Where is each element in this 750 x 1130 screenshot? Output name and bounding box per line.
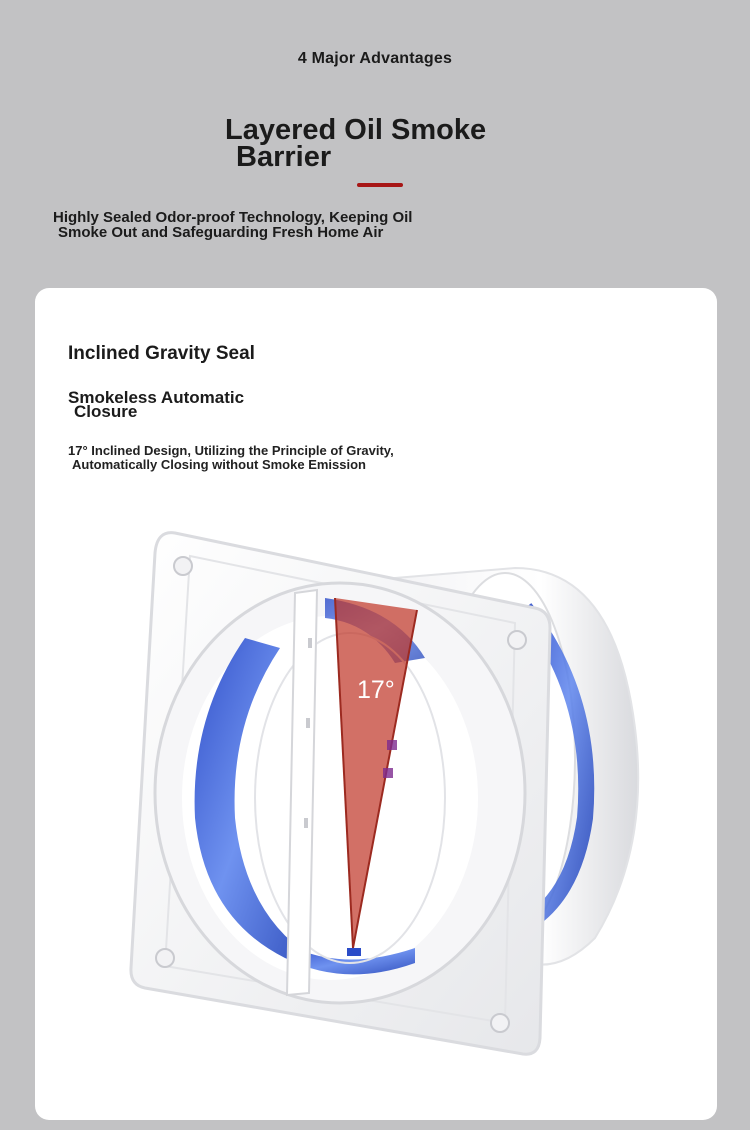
feature-description-line2: Automatically Closing without Smoke Emission [72, 457, 366, 472]
feature-subtitle-line2: Closure [74, 402, 138, 421]
title-accent-bar [357, 183, 403, 187]
section-kicker: 4 Major Advantages [297, 50, 453, 67]
feature-subtitle-line1: Smokeless Automatic [68, 388, 245, 407]
feature-card [35, 288, 717, 1120]
corner-hole-icon [508, 631, 526, 649]
corner-hole-icon [174, 557, 192, 575]
section-subtitle [53, 210, 693, 240]
section-title [225, 114, 555, 173]
feature-title: Inclined Gravity Seal [68, 343, 255, 364]
angle-label: 17° [357, 676, 395, 704]
section-subtitle-line1: Highly Sealed Odor-proof Technology, Keeping Oil [53, 209, 413, 226]
feature-description-line1: 17° Inclined Design, Utilizing the Principle of Gravity, [68, 443, 394, 458]
feature-description [68, 444, 688, 472]
check-valve-product-image [95, 518, 675, 1078]
feature-subtitle [68, 388, 245, 421]
section-title-line1: Layered Oil Smoke [225, 114, 487, 146]
header-section [0, 0, 750, 280]
section-title-line2: Barrier [236, 141, 332, 173]
section-subtitle-line2: Smoke Out and Safeguarding Fresh Home Air [58, 224, 384, 241]
corner-hole-icon [491, 1014, 509, 1032]
corner-hole-icon [156, 949, 174, 967]
